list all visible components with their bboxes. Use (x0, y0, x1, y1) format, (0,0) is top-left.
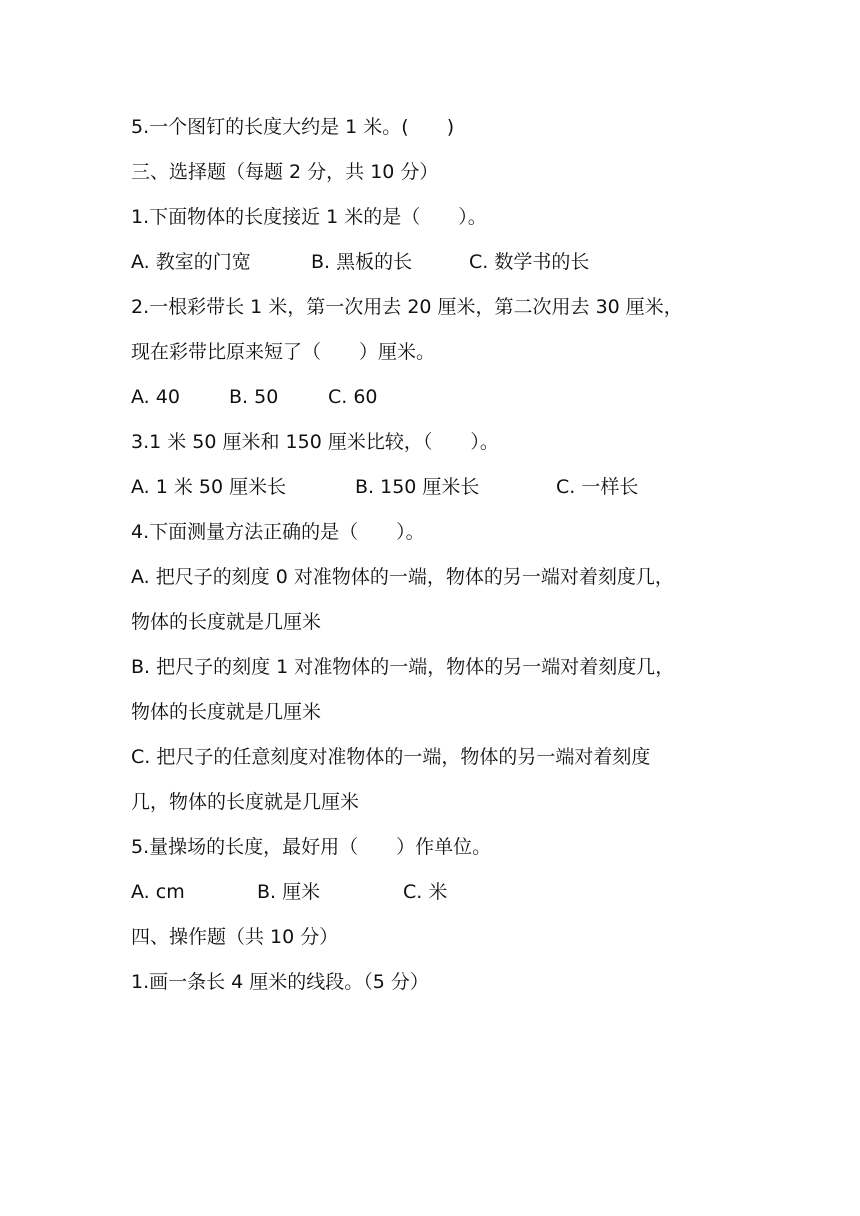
choice-question-3: 3.1 米 50 厘米和 150 厘米比较，（ ）。 (131, 431, 499, 453)
option-a: A. 40 (131, 386, 180, 408)
choice-question-4-option-c-line-1: C. 把尺子的任意刻度对准物体的一端，物体的另一端对着刻度 (131, 746, 651, 768)
option-c: C. 一样长 (556, 476, 639, 498)
judgment-question-5: 5.一个图钉的长度大约是 1 米。( ) (131, 116, 455, 138)
operation-question-1: 1.画一条长 4 厘米的线段。（5 分） (131, 971, 429, 993)
section-heading-choice: 三、选择题（每题 2 分，共 10 分） (131, 161, 439, 183)
choice-question-4-option-c-line-2: 几，物体的长度就是几厘米 (131, 791, 360, 813)
choice-question-4-option-b-line-1: B. 把尺子的刻度 1 对准物体的一端，物体的另一端对着刻度几， (131, 656, 675, 678)
choice-question-4: 4.下面测量方法正确的是（ ）。 (131, 521, 425, 543)
choice-question-1-options (131, 249, 731, 275)
option-a: A. cm (131, 881, 185, 903)
option-a: A. 1 米 50 厘米长 (131, 476, 287, 498)
option-b: B. 黑板的长 (311, 251, 413, 273)
choice-question-2-line-2: 现在彩带比原来短了（ ）厘米。 (131, 341, 436, 363)
choice-question-3-options (131, 474, 731, 500)
choice-question-2-line-1: 2.一根彩带长 1 米，第一次用去 20 厘米，第二次用去 30 厘米， (131, 296, 683, 318)
option-c: C. 60 (328, 386, 378, 408)
choice-question-2-options (131, 384, 731, 410)
option-c: C. 数学书的长 (469, 251, 590, 273)
option-b: B. 厘米 (257, 881, 321, 903)
choice-question-5: 5.量操场的长度，最好用（ ）作单位。 (131, 836, 492, 858)
choice-question-1: 1.下面物体的长度接近 1 米的是（ ）。 (131, 206, 487, 228)
option-a: A. 教室的门宽 (131, 251, 251, 273)
choice-question-4-option-a-line-1: A. 把尺子的刻度 0 对准物体的一端，物体的另一端对着刻度几， (131, 566, 674, 588)
section-heading-operation: 四、操作题（共 10 分） (131, 926, 339, 948)
option-b: B. 150 厘米长 (355, 476, 480, 498)
option-b: B. 50 (229, 386, 279, 408)
choice-question-5-options (131, 879, 731, 905)
option-c: C. 米 (403, 881, 448, 903)
choice-question-4-option-a-line-2: 物体的长度就是几厘米 (131, 611, 322, 633)
choice-question-4-option-b-line-2: 物体的长度就是几厘米 (131, 701, 322, 723)
